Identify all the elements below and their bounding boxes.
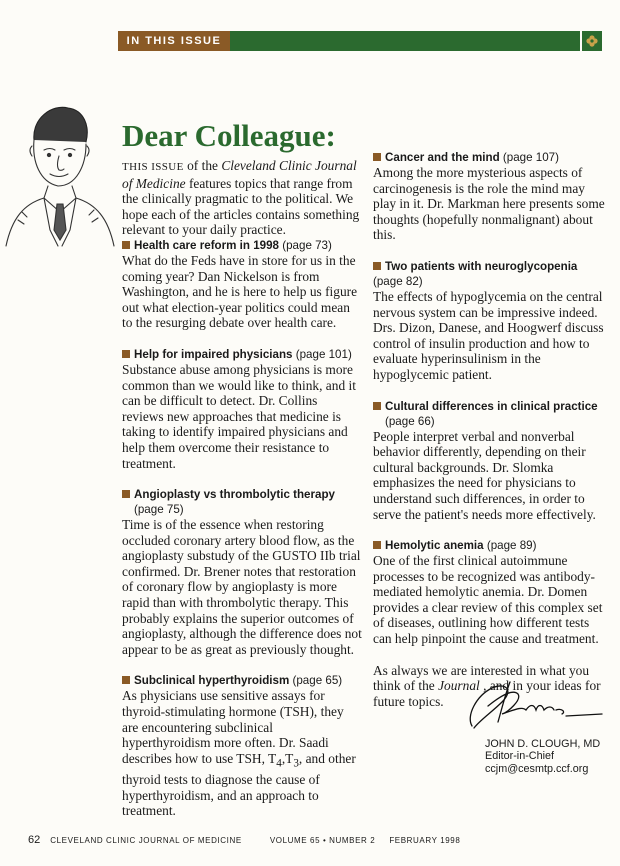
bullet-square-icon — [122, 490, 130, 498]
article-page-ref: (page 101) — [295, 347, 352, 361]
bullet-square-icon — [122, 350, 130, 358]
intro-text-before: of the — [183, 158, 222, 173]
bullet-square-icon — [122, 241, 130, 249]
editor-role: Editor-in-Chief — [485, 750, 555, 763]
article-body: Substance abuse among physicians is more common than we would like to think, and it can be difficult to detect. Dr. Collins reviews new approaches that medicine is taking to identify impaired physicians and help them overcome their resistance to treatment. — [122, 361, 356, 471]
article-page-ref: (page 89) — [486, 539, 537, 553]
article-body: Time is of the essence when restoring occluded coronary artery blood flow, as the angioplasty substudy of the GUSTO IIb trial confirmed. Dr. Brener notes that restoration of coronary flow by angioplasty is more rapid than with thrombolytic therapy. This probably explains the superior outcomes of angioplasty, although the difference does not appear to be as great as previously thought. — [122, 517, 362, 657]
article-subclinical-hyperthyroidism — [122, 673, 362, 818]
article-heading: Cancer and the mind (page 107) — [373, 150, 609, 165]
clover-logo-icon — [580, 31, 602, 51]
article-health-care-reform — [122, 238, 362, 331]
article-body: Among the more mysterious aspects of carcinogenesis is the role the mind may play in it. Dr. Markman here presents some thoughts (hopefully nonmalignant) about this. — [373, 165, 605, 243]
article-body: The effects of hypoglycemia on the central nervous system can be impressive indeed. Drs. Dizon, Danese, and Hoogwerf discuss control of insulin production and how to evaluate hyperinsulinism in the hypoglycemic patient. — [373, 288, 604, 382]
bullet-square-icon — [373, 402, 381, 410]
footer-volume: VOLUME 65 • NUMBER 2 — [269, 836, 376, 845]
page-title: Dear Colleague: — [122, 118, 336, 153]
article-body: As physicians use sensitive assays for thyroid-stimulating hormone (TSH), they are encountering subclinical hyperthyroidism more often. Dr. Saadi describes how to use TSH, $T_4,T_3$, and other thyroid tests to diagnose the cause of hyperthyroidism, and an approach to treatment. — [122, 688, 356, 819]
article-hemolytic-anemia — [373, 538, 609, 647]
editor-signature-image — [462, 676, 610, 734]
signature-block — [485, 738, 610, 775]
article-heading: Help for impaired physicians (page 101) — [122, 347, 362, 362]
intro-paragraph — [122, 158, 362, 238]
footer-date: FEBRUARY 1998 — [389, 836, 461, 845]
editor-email: ccjm@cesmtp.ccf.org — [485, 762, 589, 775]
editor-name: JOHN D. CLOUGH, MD — [485, 738, 601, 750]
footer-journal-name: CLEVELAND CLINIC JOURNAL OF MEDICINE — [50, 836, 242, 845]
article-heading: Cultural differences in clinical practice (page 66) — [373, 399, 609, 429]
left-column — [122, 158, 362, 835]
journal-name: Cleveland Clinic Journal of Medicine — [122, 158, 357, 191]
page-footer — [28, 834, 588, 846]
article-page-ref: (page 73) — [282, 238, 332, 252]
page-number: 62 — [28, 834, 41, 846]
bullet-square-icon — [373, 541, 381, 549]
article-heading: Subclinical hyperthyroidism (page 65) — [122, 673, 362, 688]
article-cultural-differences — [373, 399, 609, 523]
in-this-issue-tab: IN THIS ISSUE — [118, 31, 230, 51]
article-cancer-mind — [373, 150, 609, 243]
article-angioplasty — [122, 487, 362, 657]
header-fill — [230, 31, 580, 51]
article-heading: Health care reform in 1998 (page 73) — [122, 238, 362, 253]
article-body: People interpret verbal and nonverbal behavior differently, depending on their cultural backgrounds. Dr. Slomka emphasizes the need for physicians to understand such differences, in order to serve the patient's needs more effectively. — [373, 428, 596, 522]
bullet-square-icon — [373, 153, 381, 161]
issue-header-bar — [118, 31, 602, 51]
bullet-square-icon — [122, 676, 130, 684]
article-page-ref: (page 75) — [134, 503, 184, 517]
editor-portrait-image — [4, 100, 116, 248]
right-column — [373, 150, 609, 709]
journal-name: Journal — [438, 678, 480, 694]
article-page-ref: (page 65) — [292, 674, 343, 688]
article-body: One of the first clinical autoimmune processes to be recognized was antibody-mediated hemolytic anemia. Dr. Domen provides a clear review of this complex set of diseases, outlining how different tests can help pinpoint the cause and treatment. — [373, 553, 603, 647]
article-neuroglycopenia — [373, 259, 609, 383]
article-heading: Angioplasty vs thrombolytic therapy (page 75) — [122, 487, 362, 517]
closing-paragraph: As always we are interested in what you think of the Journal , and in your ideas for future topics. — [373, 662, 601, 709]
article-impaired-physicians — [122, 347, 362, 471]
intro-text-after: features topics that range from the clinically pragmatic to the political. We hope each of the articles contains something relevant to your daily practice. — [122, 175, 360, 238]
article-page-ref: (page 66) — [385, 414, 435, 428]
article-heading: Two patients with neuroglycopenia (page 82) — [373, 259, 578, 288]
article-body: What do the Feds have in store for us in the coming year? Dan Nickelson is from Washington, and he is here to help us figure out what election-year politics could mean to the resurging debate over health care. — [122, 252, 358, 331]
article-page-ref: (page 82) — [373, 274, 423, 288]
article-heading: Hemolytic anemia (page 89) — [373, 538, 609, 553]
intro-lead-caps: THIS ISSUE — [122, 161, 184, 173]
bullet-square-icon — [373, 262, 381, 270]
article-page-ref: (page 107) — [502, 151, 559, 164]
